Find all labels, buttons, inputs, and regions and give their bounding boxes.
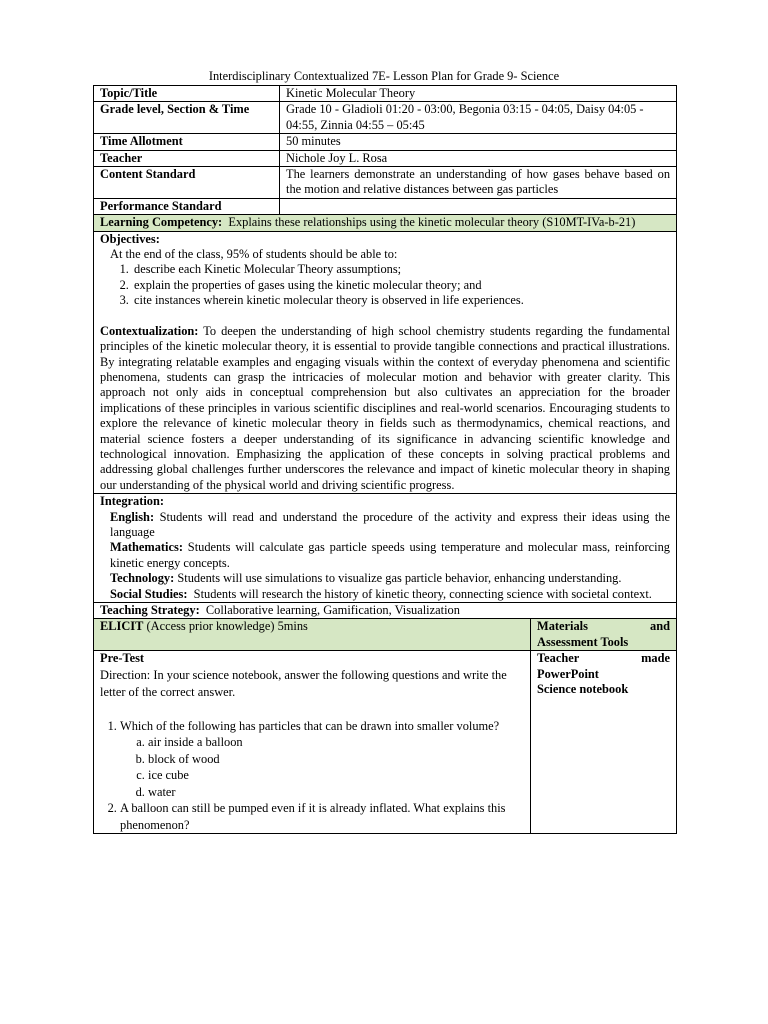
integration-row (94, 494, 677, 603)
teaching-strategy-cell (94, 603, 677, 619)
lesson-plan-table (93, 85, 677, 834)
materials-item-word: made (641, 651, 671, 666)
choices-list (120, 734, 524, 800)
materials-header-cell (531, 619, 677, 651)
objective-item: 2. explain the properties of gases using the kinetic molecular theory; and (132, 278, 670, 293)
integration-social-studies (100, 587, 670, 602)
grade-value: Grade 10 - Gladioli 01:20 - 03:00, Begonia 03:15 - 04:05, Daisy 04:05 - 04:55, Zinnia 04:55 – 05:45 (280, 102, 677, 134)
integration-mathematics (100, 540, 670, 571)
pretest-row (94, 651, 677, 834)
competency-value: Explains these relationships using the kinetic molecular theory (S10MT-IVa-b-21) (228, 215, 636, 230)
elicit-row (94, 619, 677, 651)
teaching-strategy-label: Teaching Strategy: (100, 603, 200, 617)
subject-text: Students will calculate gas particle speeds using temperature and molecular mass, reinforcing kinetic energy concepts. (110, 540, 671, 570)
content-standard-value: The learners demonstrate an understanding of how gases behave based on the motion and relative distances between gas particles (280, 167, 677, 199)
subject-label: Social Studies: (110, 586, 188, 601)
objectives-row (94, 231, 677, 494)
objectives-label: Objectives: (100, 231, 160, 246)
teacher-label: Teacher (94, 150, 280, 166)
competency-cell (94, 215, 677, 231)
grade-label: Grade level, Section & Time (94, 102, 280, 134)
materials-and: and (650, 619, 671, 634)
teacher-row (94, 150, 677, 166)
performance-standard-label: Performance Standard (94, 198, 280, 214)
performance-standard-value (280, 198, 677, 214)
objectives-intro: At the end of the class, 95% of students should be able to: (110, 247, 398, 262)
pretest-questions (100, 718, 524, 834)
objectives-cell (94, 231, 677, 494)
subject-text: Students will read and understand the procedure of the activity and express their ideas using the language (110, 509, 671, 539)
topic-row (94, 86, 677, 102)
assessment-tools-label: Assessment Tools (537, 634, 629, 649)
choice-item: d. water (148, 784, 524, 801)
elicit-value: (Access prior knowledge) 5mins (146, 619, 308, 634)
choice-item: c. ice cube (148, 767, 524, 784)
materials-label: Materials (537, 619, 588, 634)
choice-item: b. block of wood (148, 751, 524, 768)
subject-label: Mathematics: (110, 540, 183, 555)
pretest-label: Pre-Test (100, 651, 145, 666)
objectives-list (100, 262, 670, 308)
grade-row (94, 102, 677, 134)
question-item (120, 800, 524, 833)
subject-text: Students will use simulations to visualize gas particle behavior, enhancing understanding. (177, 571, 622, 586)
time-value: 50 minutes (280, 134, 677, 150)
question-text: Which of the following has particles that can be drawn into smaller volume? (120, 718, 500, 733)
subject-text: Students will research the history of kinetic theory, connecting science with societal context. (193, 586, 652, 601)
content-standard-label: Content Standard (94, 167, 280, 199)
pretest-direction: Direction: In your science notebook, answer the following questions and write the letter of the correct answer. (100, 667, 507, 699)
topic-label: Topic/Title (94, 86, 280, 102)
teacher-value: Nichole Joy L. Rosa (280, 150, 677, 166)
subject-label: English: (110, 509, 155, 524)
elicit-cell (94, 619, 531, 651)
integration-label: Integration: (100, 494, 165, 509)
time-row (94, 134, 677, 150)
question-text: A balloon can still be pumped even if it is already inflated. What explains this phenomenon? (120, 801, 506, 832)
question-item (120, 718, 524, 801)
materials-item: PowerPoint (537, 666, 599, 681)
elicit-label: ELICIT (100, 619, 144, 634)
teaching-strategy-row (94, 603, 677, 619)
competency-row (94, 215, 677, 231)
materials-item-word: Teacher (537, 651, 580, 666)
subject-label: Technology: (110, 571, 175, 586)
contextualization-text: To deepen the understanding of high school chemistry students regarding the fundamental principles of the kinetic molecular theory, it is essential to provide tangible connections and practical illustrations. By integrating relatable examples and engaging visuals within the context of everyday phenomena and scientific phenomena, students can grasp the intricacies of molecular motion and behavior with greater clarity. This approach not only aids in conceptual comprehension but also cultivates an appreciation for the broader implications of these principles in various scientific disciplines and real-world scenarios. Encouraging students to explore the relevance of kinetic molecular theory in fields such as thermodynamics, chemical reactions, and material science fosters a deeper understanding of its significance in advancing scientific knowledge and technological innovation. Emphasizing the application of these concepts in solving practical problems and addressing global challenges further underscores the relevance and impact of kinetic molecular theory in shaping our understanding of the physical world and driving scientific progress. (100, 323, 671, 492)
teaching-strategy-value: Collaborative learning, Gamification, Visualization (205, 603, 460, 617)
topic-value: Kinetic Molecular Theory (280, 86, 677, 102)
contextualization-paragraph (100, 324, 670, 493)
contextualization-label: Contextualization: (100, 323, 199, 338)
integration-cell (94, 494, 677, 603)
performance-standard-row (94, 198, 677, 214)
materials-item: Science notebook (537, 682, 629, 697)
objective-item: 1. describe each Kinetic Molecular Theory assumptions; (132, 262, 670, 277)
objective-item: 3. cite instances wherein kinetic molecular theory is observed in life experiences. (132, 293, 670, 308)
pretest-cell (94, 651, 531, 834)
materials-cell (531, 651, 677, 834)
competency-label: Learning Competency: (100, 215, 223, 230)
integration-technology (100, 571, 670, 586)
time-label: Time Allotment (94, 134, 280, 150)
content-standard-row (94, 167, 677, 199)
integration-english (100, 510, 670, 541)
choice-item: a. air inside a balloon (148, 734, 524, 751)
document-title: Interdisciplinary Contextualized 7E- Lesson Plan for Grade 9- Science (208, 69, 560, 83)
